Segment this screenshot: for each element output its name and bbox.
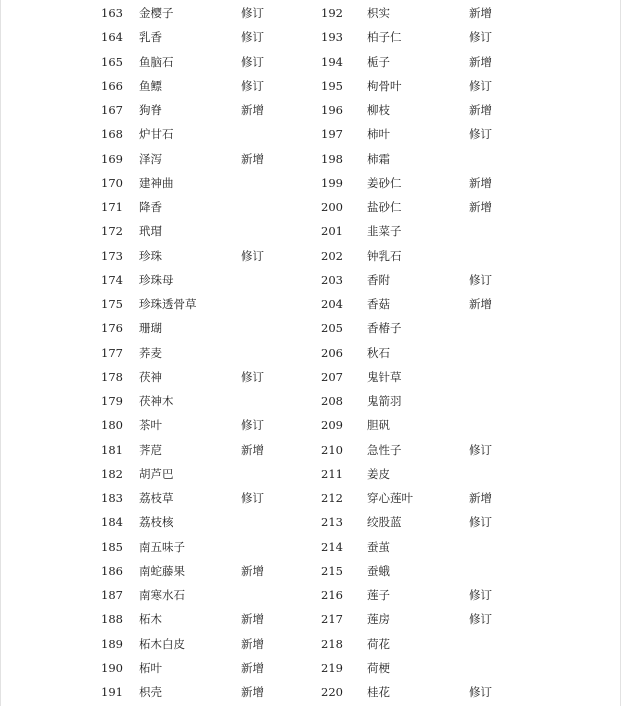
table-row: [1, 438, 621, 462]
right-herb-name: 蚕茧: [367, 539, 390, 554]
right-herb-name: 莲子: [367, 588, 390, 602]
right-entry-number: 196: [321, 103, 343, 117]
left-entry-number: 176: [101, 321, 123, 336]
right-herb-name: 桂花: [367, 685, 390, 699]
left-herb-name: 珍珠: [139, 248, 162, 263]
left-herb-name: 狗脊: [139, 103, 162, 117]
left-entry-number: 189: [101, 636, 123, 651]
left-entry-number: 178: [101, 369, 123, 384]
left-entry-number: 165: [101, 54, 123, 69]
left-entry-number: 191: [101, 685, 123, 699]
left-entry-number: 168: [101, 127, 123, 142]
left-entry-number: 186: [101, 563, 123, 578]
right-herb-name: 盐砂仁: [367, 200, 402, 214]
left-entry-number: 163: [101, 6, 123, 20]
left-herb-name: 南蛇藤果: [139, 563, 185, 578]
left-revision-status: 修订: [241, 248, 264, 263]
left-herb-name: 柘叶: [139, 660, 162, 675]
left-herb-name: 建神曲: [139, 175, 174, 190]
herb-table: [1, 1, 621, 704]
left-herb-name: 南五味子: [139, 539, 185, 554]
table-row: [1, 462, 621, 486]
table-row: [1, 74, 621, 98]
right-revision-status: 修订: [469, 442, 492, 457]
left-entry-number: 166: [101, 78, 123, 93]
right-revision-status: 新增: [469, 200, 492, 214]
right-entry-number: 211: [321, 466, 343, 481]
left-revision-status: 修订: [241, 369, 264, 384]
right-herb-name: 韭菜子: [367, 224, 402, 239]
left-herb-name: 降香: [139, 200, 162, 214]
right-herb-name: 鬼针草: [367, 369, 402, 384]
right-herb-name: 莲房: [367, 612, 390, 627]
right-entry-number: 208: [321, 394, 343, 408]
right-herb-name: 蚕蛾: [367, 563, 390, 578]
left-herb-name: 鱼脑石: [139, 54, 174, 69]
table-row: [1, 244, 621, 268]
table-row: [1, 413, 621, 437]
left-herb-name: 鱼鳔: [139, 78, 162, 93]
left-herb-name: 荔枝核: [139, 515, 174, 530]
left-revision-status: 新增: [241, 103, 264, 117]
left-revision-status: 新增: [241, 442, 264, 457]
right-entry-number: 193: [321, 30, 343, 45]
table-row: [1, 510, 621, 534]
right-entry-number: 199: [321, 175, 343, 190]
table-row: [1, 1, 621, 25]
right-herb-name: 姜砂仁: [367, 175, 402, 190]
right-revision-status: 修订: [469, 78, 492, 93]
right-entry-number: 219: [321, 660, 343, 675]
left-revision-status: 修订: [241, 418, 264, 433]
right-herb-name: 枸骨叶: [367, 78, 402, 93]
table-row: [1, 389, 621, 413]
right-entry-number: 210: [321, 442, 343, 457]
right-entry-number: 206: [321, 345, 343, 360]
right-revision-status: 修订: [469, 127, 492, 142]
table-row: [1, 583, 621, 607]
left-herb-name: 玳瑁: [139, 224, 162, 239]
left-revision-status: 修订: [241, 491, 264, 505]
right-revision-status: 修订: [469, 612, 492, 627]
right-revision-status: 修订: [469, 272, 492, 287]
left-entry-number: 187: [101, 588, 123, 602]
right-revision-status: 新增: [469, 6, 492, 20]
left-entry-number: 183: [101, 491, 123, 505]
right-entry-number: 207: [321, 369, 343, 384]
right-entry-number: 213: [321, 515, 343, 530]
right-revision-status: 新增: [469, 297, 492, 311]
right-entry-number: 201: [321, 224, 343, 239]
right-entry-number: 218: [321, 636, 343, 651]
right-entry-number: 202: [321, 248, 343, 263]
right-entry-number: 212: [321, 491, 343, 505]
right-entry-number: 217: [321, 612, 343, 627]
right-herb-name: 荷花: [367, 636, 390, 651]
left-revision-status: 修订: [241, 30, 264, 45]
right-herb-name: 枳实: [367, 6, 390, 20]
right-entry-number: 195: [321, 78, 343, 93]
right-herb-name: 柳枝: [367, 103, 390, 117]
table-row: [1, 268, 621, 292]
table-row: [1, 607, 621, 631]
table-row: [1, 486, 621, 510]
right-herb-name: 栀子: [367, 54, 390, 69]
left-herb-name: 茯神木: [139, 394, 174, 408]
table-row: [1, 559, 621, 583]
left-herb-name: 荔枝草: [139, 491, 174, 505]
left-entry-number: 190: [101, 660, 123, 675]
left-entry-number: 181: [101, 442, 123, 457]
left-entry-number: 174: [101, 272, 123, 287]
table-row: [1, 656, 621, 680]
table-row: [1, 632, 621, 656]
left-entry-number: 177: [101, 345, 123, 360]
left-revision-status: 修订: [241, 54, 264, 69]
right-entry-number: 204: [321, 297, 343, 311]
right-revision-status: 新增: [469, 54, 492, 69]
left-herb-name: 乳香: [139, 30, 162, 45]
left-entry-number: 184: [101, 515, 123, 530]
right-entry-number: 209: [321, 418, 343, 433]
right-entry-number: 198: [321, 151, 343, 166]
right-herb-name: 柏子仁: [367, 30, 402, 45]
right-herb-name: 急性子: [367, 442, 402, 457]
right-entry-number: 220: [321, 685, 343, 699]
right-entry-number: 192: [321, 6, 343, 20]
left-entry-number: 167: [101, 103, 123, 117]
right-revision-status: 新增: [469, 491, 492, 505]
left-herb-name: 柘木: [139, 612, 162, 627]
right-entry-number: 197: [321, 127, 343, 142]
table-row: [1, 341, 621, 365]
left-revision-status: 新增: [241, 660, 264, 675]
left-revision-status: 新增: [241, 612, 264, 627]
table-row: [1, 25, 621, 49]
left-revision-status: 新增: [241, 563, 264, 578]
left-entry-number: 180: [101, 418, 123, 433]
left-herb-name: 珍珠透骨草: [139, 297, 197, 311]
left-herb-name: 茯神: [139, 369, 162, 384]
left-herb-name: 泽泻: [139, 151, 162, 166]
left-entry-number: 188: [101, 612, 123, 627]
left-entry-number: 179: [101, 394, 123, 408]
left-revision-status: 新增: [241, 636, 264, 651]
table-row: [1, 365, 621, 389]
table-row: [1, 147, 621, 171]
left-herb-name: 茶叶: [139, 418, 162, 433]
right-revision-status: 新增: [469, 103, 492, 117]
right-herb-name: 秋石: [367, 345, 390, 360]
left-herb-name: 胡芦巴: [139, 466, 174, 481]
right-herb-name: 绞股蓝: [367, 515, 402, 530]
right-revision-status: 修订: [469, 30, 492, 45]
right-entry-number: 194: [321, 54, 343, 69]
left-entry-number: 164: [101, 30, 123, 45]
right-herb-name: 胆矾: [367, 418, 390, 433]
table-row: [1, 50, 621, 74]
right-herb-name: 鬼箭羽: [367, 394, 402, 408]
right-revision-status: 新增: [469, 175, 492, 190]
left-entry-number: 170: [101, 175, 123, 190]
left-entry-number: 185: [101, 539, 123, 554]
table-row: [1, 171, 621, 195]
table-row: [1, 292, 621, 316]
table-row: [1, 98, 621, 122]
right-revision-status: 修订: [469, 588, 492, 602]
left-entry-number: 173: [101, 248, 123, 263]
right-herb-name: 柿叶: [367, 127, 390, 142]
table-row: [1, 122, 621, 146]
left-herb-name: 枳壳: [139, 685, 162, 699]
left-herb-name: 金樱子: [139, 6, 174, 20]
left-entry-number: 171: [101, 200, 123, 214]
right-herb-name: 荷梗: [367, 660, 390, 675]
right-herb-name: 柿霜: [367, 151, 390, 166]
left-herb-name: 珍珠母: [139, 272, 174, 287]
left-herb-name: 荞麦: [139, 345, 162, 360]
left-herb-name: 荠苨: [139, 442, 162, 457]
left-entry-number: 175: [101, 297, 123, 311]
right-herb-name: 穿心莲叶: [367, 491, 413, 505]
right-entry-number: 203: [321, 272, 343, 287]
left-revision-status: 修订: [241, 6, 264, 20]
left-herb-name: 南寒水石: [139, 588, 185, 602]
right-herb-name: 钟乳石: [367, 248, 402, 263]
table-row: [1, 316, 621, 340]
right-herb-name: 香椿子: [367, 321, 402, 336]
table-row: [1, 680, 621, 704]
right-revision-status: 修订: [469, 515, 492, 530]
table-row: [1, 195, 621, 219]
table-row: [1, 219, 621, 243]
left-revision-status: 修订: [241, 78, 264, 93]
table-row: [1, 535, 621, 559]
right-herb-name: 香附: [367, 272, 390, 287]
left-entry-number: 169: [101, 151, 123, 166]
right-entry-number: 205: [321, 321, 343, 336]
right-entry-number: 216: [321, 588, 343, 602]
right-entry-number: 200: [321, 200, 343, 214]
right-herb-name: 香菇: [367, 297, 390, 311]
left-entry-number: 182: [101, 466, 123, 481]
right-herb-name: 姜皮: [367, 466, 390, 481]
right-entry-number: 215: [321, 563, 343, 578]
right-entry-number: 214: [321, 539, 343, 554]
right-revision-status: 修订: [469, 685, 492, 699]
left-revision-status: 新增: [241, 151, 264, 166]
left-revision-status: 新增: [241, 685, 264, 699]
left-herb-name: 珊瑚: [139, 321, 162, 336]
left-entry-number: 172: [101, 224, 123, 239]
left-herb-name: 炉甘石: [139, 127, 174, 142]
left-herb-name: 柘木白皮: [139, 636, 185, 651]
